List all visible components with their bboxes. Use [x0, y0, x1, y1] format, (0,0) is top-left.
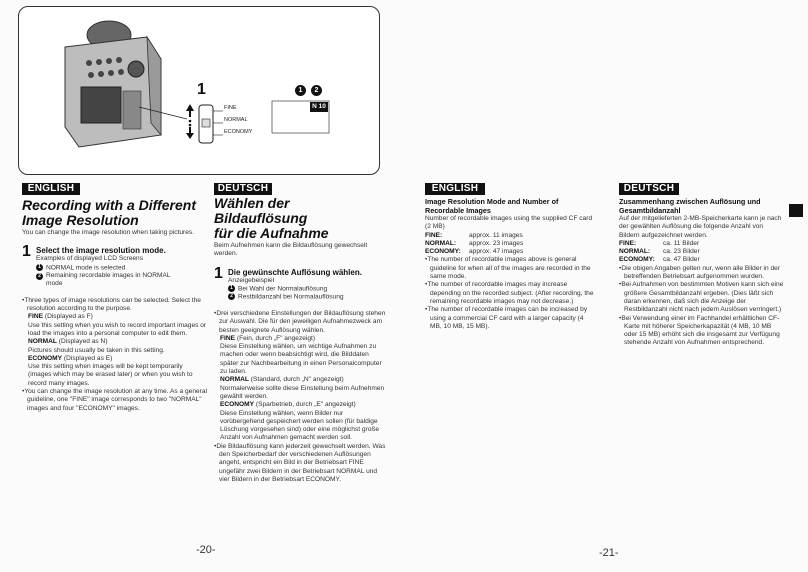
switch-option-fine: FINE	[224, 105, 237, 111]
english-right-intro: Number of recordable images using the supplied CF card (2 MB)	[425, 215, 593, 231]
english-fine-head: FINE	[28, 313, 44, 321]
english-step-item-2	[36, 272, 186, 289]
english-body-bullet1-text: Three types of image resolutions can be selected. Select the resolution according to the purpose.	[24, 296, 201, 313]
deutsch-fine-text: Diese Einstellung wählen, um wichtige Aufnahmen zu machen oder wenn beabsichtigt wird, die Bilddaten später zur Nachbearbeitung in einen Personalcomputer zu laden.	[220, 343, 382, 376]
switch-option-normal: NORMAL	[224, 117, 248, 123]
english-step-title: Select the image resolution mode.	[36, 246, 166, 256]
english-fine-disp: (Displayed as F)	[44, 313, 93, 321]
english-row-economy	[425, 248, 597, 256]
deutsch-row-fine-key: FINE:	[619, 239, 637, 247]
deutsch-step-number: 1	[214, 264, 223, 282]
english-badge-right: ENGLISH	[425, 183, 485, 195]
deutsch-step-item-2-text: Restbildanzahl bei Normalauflösung	[238, 293, 344, 301]
deutsch-section-left	[214, 196, 386, 484]
english-normal-text: Pictures should usually be taken in this setting.	[28, 346, 165, 354]
english-row-fine	[425, 232, 597, 240]
deutsch-title-line2: für die Aufnahme	[214, 225, 329, 241]
english-right-bullet-3-text: The number of recordable images can be increased by using a commercial CF card with a larger capacity (4 MB, 10 MB, 15 MB).	[427, 306, 588, 330]
deutsch-fine-disp: (Fein, durch „F" angezeigt)	[236, 334, 316, 342]
deutsch-row-economy	[619, 256, 784, 264]
deutsch-fine-head: FINE	[220, 334, 236, 342]
deutsch-economy-disp: (Sparbetrieb, durch „E" angezeigt)	[255, 401, 356, 409]
english-economy-disp: (Displayed as E)	[63, 354, 113, 362]
marker-icon: 2	[228, 293, 235, 300]
deutsch-step-sub: Anzeigebeispiel	[228, 276, 275, 284]
deutsch-row-normal-key: NORMAL:	[619, 248, 651, 256]
deutsch-normal-text: Normalerweise sollte diese Einstellung beim Aufnehmen gewählt werden.	[220, 384, 385, 400]
english-fine-text: Use this setting when you wish to record important images or load the images into a personal computer to edit them.	[28, 321, 207, 337]
deutsch-right-bullet-1: •Die obigen Angaben gelten nur, wenn alle Bilder in der betreffenden Betriebsart aufgenommen wurden.	[619, 264, 781, 281]
english-title-line2: Image Resolution	[22, 212, 139, 228]
deutsch-row-normal	[619, 248, 784, 256]
deutsch-row-fine-value: ca. 11 Bilder	[663, 239, 700, 247]
deutsch-intro: Beim Aufnehmen kann die Bildauflösung gewechselt werden.	[214, 242, 368, 258]
deutsch-title-line1: Wählen der Bildauflösung	[214, 195, 308, 226]
english-body-bullet1: •Three types of image resolutions can be selected. Select the resolution according to the purpose.	[22, 296, 201, 313]
page-number-left: -20-	[196, 544, 216, 556]
deutsch-step-item-1-text: Bei Wahl der Normalauflösung	[238, 285, 328, 293]
page-number-right: -21-	[599, 547, 619, 559]
deutsch-right-bullet-2-text: Bei Aufnahmen von bestimmten Motiven kann sich eine größere Gesamtbildanzahl ergeben. (Dies läßt sich daran erkennen, daß sich die Anzeige der Restbildanzahl nicht nach jedem Auslösen verringert.)	[621, 281, 784, 314]
english-step-sub: Examples of displayed LCD Screens	[36, 255, 144, 263]
deutsch-row-fine	[619, 240, 784, 248]
english-title-line1: Recording with a Different	[22, 197, 196, 213]
english-intro: You can change the image resolution when taking pictures.	[22, 229, 195, 236]
english-body-bullet2-text: You can change the image resolution at any time. As a general guideline, one "FINE" image corresponds to two "NORMAL" images and four "ECONOMY" images.	[24, 388, 207, 412]
marker-icon: 1	[228, 285, 235, 292]
marker-2: 2	[311, 85, 322, 96]
english-badge-left: ENGLISH	[22, 183, 80, 195]
english-right-bullet-2: •The number of recordable images may increase depending on the recorded subject. (After recording, the remaining recordable images may not decrease.)	[425, 281, 594, 305]
deutsch-body-bullet2-text: Die Bildauflösung kann jederzeit gewechselt werden. Was den Speicherbedarf der verschiedenen Auflösungen angeht, entspricht ein Bild in der Betriebsart FINE ungefähr zwei Bildern in der Betriebsart NORMAL und vier Bildern in der Betriebsart ECONOMY.	[216, 442, 386, 483]
deutsch-section-right	[619, 198, 784, 348]
english-row-normal-key: NORMAL:	[425, 239, 457, 247]
english-normal-disp: (Displayed as N)	[58, 338, 108, 346]
english-economy-text: Use this setting when images will be kept temporarily (images which may be erased later) or when you wish to record many images.	[28, 363, 193, 387]
english-normal-head: NORMAL	[28, 338, 57, 346]
marker-icon: 1	[36, 264, 43, 271]
english-section-right	[425, 198, 597, 331]
english-row-fine-value: approx. 11 images	[469, 231, 523, 239]
english-right-bullet-1: •The number of recordable images above is general guideline for when all of the images are recorded in the same mode.	[425, 256, 591, 281]
english-step-item-1	[36, 264, 186, 273]
deutsch-badge-right: DEUTSCH	[619, 183, 679, 195]
english-right-bullet-2-text: The number of recordable images may increase depending on the recorded subject. (After recording, the remaining recordable images may not decrease.)	[427, 281, 594, 305]
illustration-box	[18, 6, 380, 175]
english-row-normal-value: approx. 23 images	[469, 239, 524, 247]
deutsch-economy-text: Diese Einstellung wählen, wenn Bilder nur vorübergehend gespeichert werden sollen (für baldige Löschung vorgesehen sind) oder eine möglichst große Anzahl von Aufnahmen gemacht werden soll.	[220, 409, 380, 442]
english-row-fine-key: FINE:	[425, 231, 443, 239]
english-step-item-1-text: NORMAL mode is selected	[46, 263, 126, 271]
deutsch-normal-disp: (Standard, durch „N" angezeigt)	[250, 376, 344, 384]
deutsch-row-normal-value: ca. 23 Bilder	[663, 248, 700, 256]
deutsch-right-heading: Zusammenhang zwischen Auflösung und Gesamtbildanzahl	[619, 197, 761, 215]
deutsch-row-economy-value: ca. 47 Bilder	[663, 256, 700, 264]
deutsch-right-bullet-1-text: Die obigen Angaben gelten nur, wenn alle Bilder in der betreffenden Betriebsart aufgenommen wurden.	[621, 264, 781, 281]
deutsch-right-bullet-2: •Bei Aufnahmen von bestimmten Motiven kann sich eine größere Gesamtbildanzahl ergeben. (Dies läßt sich daran erkennen, daß sich die Anzeige der Restbildanzahl nicht nach jedem Auslösen verringert.)	[619, 281, 784, 314]
deutsch-row-economy-key: ECONOMY:	[619, 256, 655, 264]
english-row-economy-value: approx. 47 images	[469, 248, 524, 256]
deutsch-economy-head: ECONOMY	[220, 401, 255, 409]
english-right-bullet-3: •The number of recordable images can be increased by using a commercial CF card with a larger capacity (4 MB, 10 MB, 15 MB).	[425, 306, 588, 330]
deutsch-body-bullet1: •Drei verschiedene Einstellungen der Bildauflösung stehen zur Auswahl. Die für den jeweiligen Aufnahmezweck am besten geeignete Auflösung wählen.	[214, 309, 386, 334]
english-section-left	[22, 198, 207, 413]
english-row-economy-key: ECONOMY:	[425, 248, 461, 256]
deutsch-body-bullet1-text: Drei verschiedene Einstellungen der Bildauflösung stehen zur Auswahl. Die für den jeweiligen Aufnahmezweck am besten geeignete Auflösung wählen.	[216, 309, 386, 334]
english-right-heading: Image Resolution Mode and Number of Recordable Images	[425, 197, 559, 215]
deutsch-normal-head: NORMAL	[220, 376, 249, 384]
english-step-number: 1	[22, 243, 31, 261]
deutsch-right-intro: Auf der mitgelieferten 2-MB-Speicherkarte kann je nach der gewählten Auflösung die folgende Anzahl von Bildern aufgezeichnet werden.	[619, 215, 782, 239]
english-economy-head: ECONOMY	[28, 354, 63, 362]
marker-1: 1	[295, 85, 306, 96]
lcd-readout: N 10	[312, 103, 326, 110]
english-row-normal	[425, 240, 597, 248]
deutsch-right-bullet-3-text: Bei Verwendung einer im Fachhandel erhältlichen CF-Karte mit höherer Speicherkapazität (4 MB, 10 MB oder 15 MB) erhöht sich die insgesamt zur Verfügung stehende Anzahl von Aufnahmen entsprechend.	[621, 314, 780, 347]
deutsch-step-item-2	[228, 293, 362, 302]
english-body-bullet2: •You can change the image resolution at any time. As a general guideline, one "FINE" image corresponds to two "NORMAL" images and four "ECONOMY" images.	[22, 388, 207, 412]
step-label: 1	[197, 81, 206, 98]
deutsch-right-bullet-3: •Bei Verwendung einer im Fachhandel erhältlichen CF-Karte mit höherer Speicherkapazität (4 MB, 10 MB oder 15 MB) erhöht sich die insgesamt zur Verfügung stehende Anzahl von Aufnahmen entsprechend.	[619, 314, 780, 347]
deutsch-step-title: Die gewünschte Auflösung wählen.	[228, 267, 362, 277]
deutsch-body-bullet2: •Die Bildauflösung kann jederzeit gewechselt werden. Was den Speicherbedarf der verschiedenen Auflösungen angeht, entspricht ein Bild in der Betriebsart FINE ungefähr zwei Bildern in der Betriebsart NORMAL und vier Bildern in der Betriebsart ECONOMY.	[214, 442, 386, 483]
english-body-left	[22, 297, 207, 413]
english-right-bullet-1-text: The number of recordable images above is general guideline for when all of the images are recorded in the same mode.	[427, 256, 591, 281]
side-tab-marker	[789, 204, 803, 217]
marker-icon: 2	[36, 273, 43, 280]
deutsch-body-left	[214, 310, 386, 484]
deutsch-step-item-1	[228, 285, 362, 294]
english-step-item-2-text: Remaining recordable images in NORMAL mode	[46, 272, 171, 288]
switch-option-economy: ECONOMY	[224, 129, 253, 135]
deutsch-badge-left: DEUTSCH	[214, 183, 272, 195]
